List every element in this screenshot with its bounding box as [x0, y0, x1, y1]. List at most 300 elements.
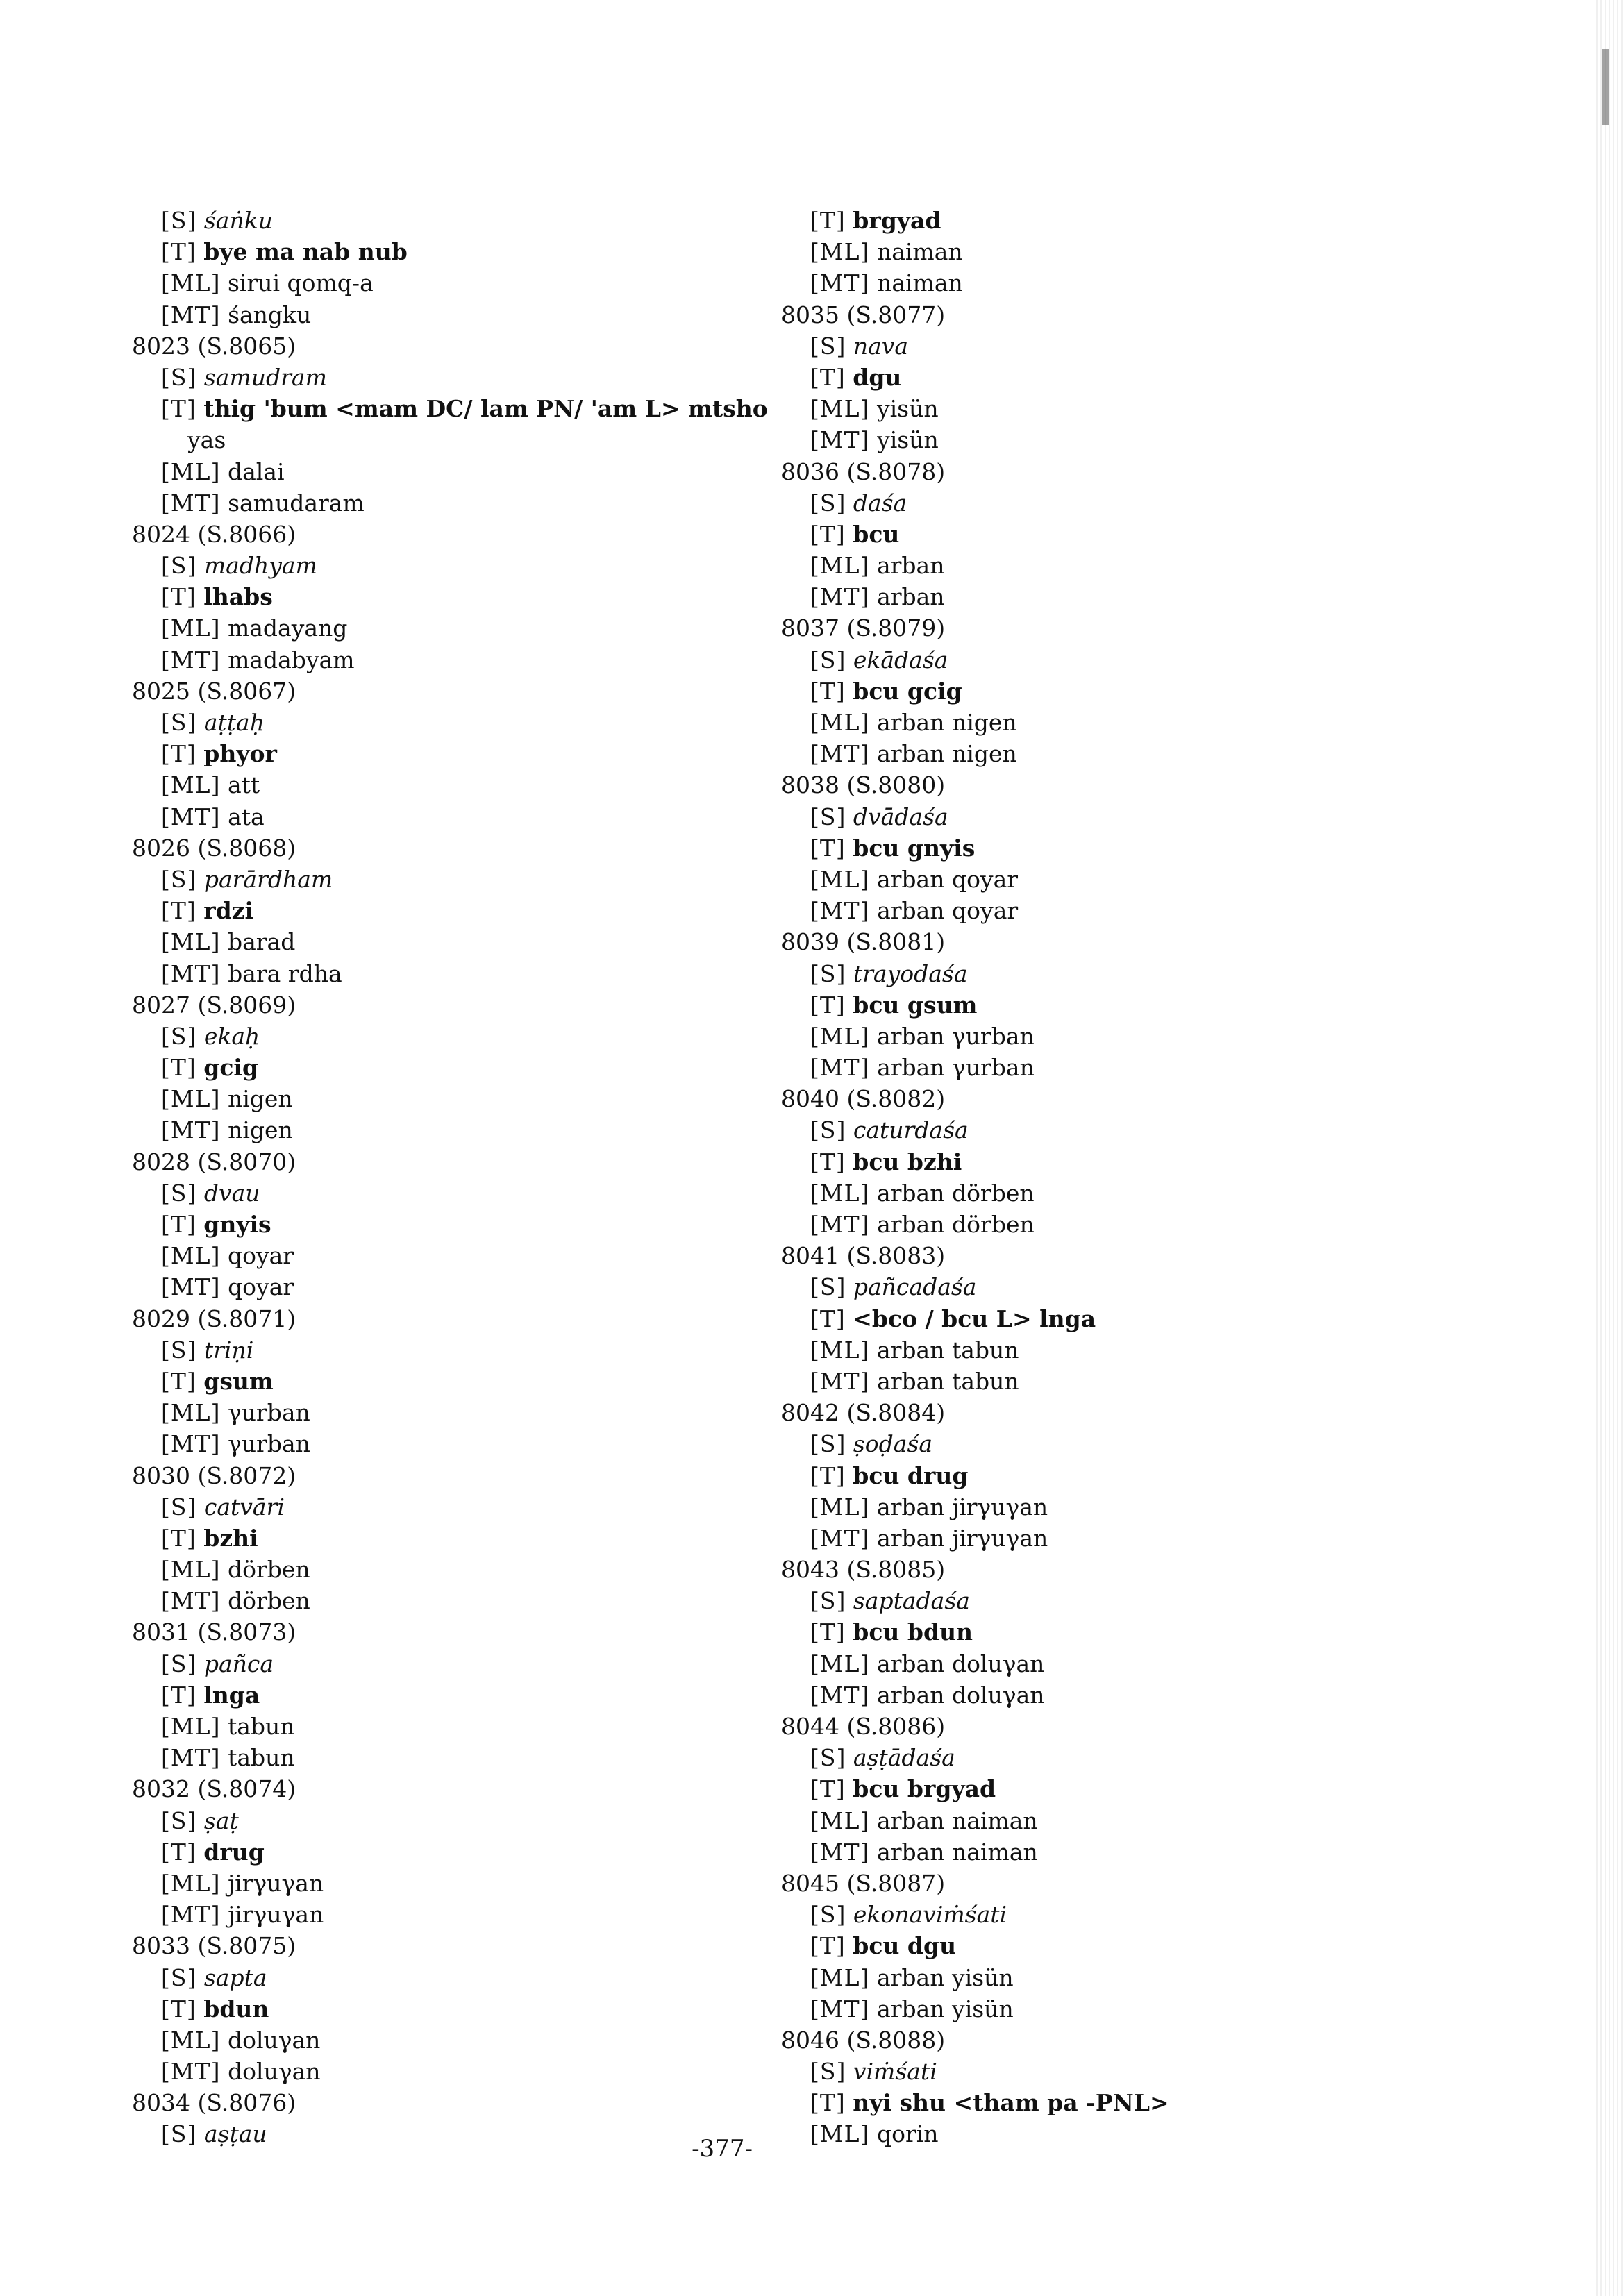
field-line — [132, 1523, 757, 1554]
field-line — [132, 581, 757, 612]
right-column — [781, 205, 1475, 2150]
field-line — [132, 612, 757, 644]
field-tag: [MT] — [161, 2058, 221, 2086]
field-tag: [S] — [161, 2120, 197, 2148]
field-line — [132, 707, 757, 738]
field-tag: [ML] — [161, 2026, 221, 2054]
left-column — [132, 205, 768, 2150]
field-value: parārdham — [203, 865, 333, 893]
field-tag: [S] — [161, 1807, 197, 1834]
field-tag: [T] — [161, 395, 196, 423]
field-value: sapta — [203, 1963, 267, 1991]
field-value: att — [227, 771, 260, 799]
field-line — [132, 895, 757, 926]
field-line — [132, 1021, 757, 1052]
field-line — [781, 519, 1475, 550]
field-value: śaṅku — [203, 207, 273, 234]
field-tag: [T] — [810, 520, 846, 548]
field-value: bcu gcig — [853, 677, 962, 705]
field-value: bcu bzhi — [853, 1148, 962, 1175]
field-tag: [T] — [810, 363, 846, 391]
field-line — [132, 1711, 757, 1742]
field-tag: [ML] — [810, 238, 870, 266]
entry-number: 8032 (S.8074) — [132, 1775, 296, 1803]
field-value: <bco / bcu L> lnga — [853, 1305, 1096, 1332]
field-tag: [S] — [810, 1116, 846, 1144]
field-tag: [S] — [810, 1430, 846, 1458]
field-value: arban nigen — [877, 740, 1017, 768]
field-value: arban dörben — [877, 1211, 1035, 1238]
field-line — [781, 393, 1475, 424]
field-tag: [T] — [810, 677, 846, 705]
field-value: tabun — [227, 1713, 295, 1740]
entry-number: 8025 (S.8067) — [132, 677, 296, 705]
field-value: aṣṭādaśa — [853, 1744, 955, 1772]
field-tag: [ML] — [810, 1336, 870, 1364]
entry-number: 8045 (S.8087) — [781, 1869, 946, 1897]
field-tag: [ML] — [161, 928, 221, 956]
field-value: arban — [877, 583, 945, 611]
field-tag: [MT] — [810, 740, 870, 768]
field-tag: [MT] — [810, 1211, 870, 1238]
entry-number: 8042 (S.8084) — [781, 1399, 946, 1427]
field-tag: [T] — [161, 1681, 196, 1709]
field-tag: [MT] — [161, 646, 221, 673]
field-line — [781, 1930, 1475, 1961]
scan-mark — [1602, 49, 1609, 125]
field-value: arban yisün — [876, 1963, 1014, 1991]
field-value: sirui qomq-a — [227, 269, 374, 297]
entry-number: 8037 (S.8079) — [781, 614, 946, 642]
field-tag: [MT] — [810, 583, 870, 611]
field-value: arban jirγuγan — [877, 1524, 1048, 1552]
field-tag: [MT] — [810, 1054, 870, 1082]
field-line — [781, 330, 1475, 362]
field-line — [781, 676, 1475, 707]
field-tag: [ML] — [161, 1869, 221, 1897]
field-value: naiman — [877, 269, 963, 297]
field-line — [132, 1334, 757, 1366]
field-continuation: yas — [187, 426, 226, 454]
field-tag: [S] — [810, 1744, 846, 1772]
field-value: nava — [853, 332, 909, 360]
field-line — [781, 581, 1475, 612]
field-value: arban doluγan — [876, 1650, 1045, 1677]
page-number: -377- — [692, 2135, 753, 2163]
field-tag: [S] — [810, 803, 846, 830]
field-line — [132, 1271, 757, 1302]
entry-number: 8027 (S.8069) — [132, 991, 296, 1019]
field-tag: [T] — [810, 1305, 846, 1332]
field-line — [132, 1083, 757, 1114]
field-tag: [T] — [810, 2089, 846, 2117]
field-tag: [T] — [810, 1775, 846, 1803]
field-tag: [T] — [810, 834, 846, 862]
field-value: ekonaviṁśati — [853, 1901, 1007, 1929]
field-line — [781, 1993, 1475, 2025]
field-line — [132, 1178, 757, 1209]
field-line — [132, 1240, 757, 1271]
field-tag: [S] — [810, 489, 846, 517]
field-line — [781, 989, 1475, 1021]
field-value: samudram — [203, 363, 327, 391]
field-tag: [MT] — [161, 1430, 221, 1458]
field-tag: [MT] — [161, 301, 221, 328]
field-tag: [T] — [161, 1211, 196, 1238]
field-value: nigen — [227, 1085, 293, 1113]
field-line — [781, 801, 1475, 832]
field-line — [132, 267, 757, 299]
field-value: bara rdha — [228, 960, 342, 987]
field-value: trayodaśa — [853, 960, 968, 987]
field-line — [781, 895, 1475, 926]
field-tag: [ML] — [161, 1399, 221, 1427]
field-tag: [T] — [161, 1838, 196, 1866]
field-value: samudaram — [228, 489, 365, 517]
field-tag: [T] — [161, 1524, 196, 1552]
field-line — [132, 1993, 757, 2025]
field-line — [781, 424, 1475, 455]
field-line — [132, 1397, 757, 1428]
entry-number: 8036 (S.8078) — [781, 458, 946, 485]
field-tag: [S] — [161, 363, 197, 391]
field-tag: [ML] — [161, 614, 221, 642]
field-value: bcu brgyad — [853, 1775, 996, 1803]
field-tag: [MT] — [810, 1681, 870, 1709]
field-tag: [ML] — [810, 1493, 870, 1520]
field-value: arban jirγuγan — [876, 1493, 1048, 1520]
field-value: arban qoyar — [876, 865, 1019, 893]
field-line — [132, 1209, 757, 1240]
field-tag: [S] — [161, 1022, 197, 1050]
field-value: bcu bdun — [853, 1618, 973, 1646]
field-line — [781, 1679, 1475, 1711]
field-line — [781, 1334, 1475, 1366]
field-value: bdun — [203, 1995, 269, 2022]
field-value: naiman — [876, 238, 963, 266]
field-value: bcu dgu — [853, 1932, 957, 1960]
field-tag: [ML] — [810, 2120, 870, 2148]
scan-edge — [1596, 0, 1624, 2296]
field-value: doluγan — [228, 2058, 321, 2086]
field-line — [132, 1428, 757, 1459]
field-tag: [MT] — [810, 897, 870, 925]
field-value: ṣaṭ — [203, 1807, 239, 1834]
field-value: thig 'bum <mam DC/ lam PN/ 'am L> mtsho — [203, 395, 768, 423]
field-line — [781, 864, 1475, 895]
field-tag: [ML] — [810, 709, 870, 736]
field-tag: [S] — [810, 2058, 846, 2086]
field-tag: [T] — [810, 1618, 846, 1646]
field-tag: [ML] — [810, 1963, 870, 1991]
field-value: śangku — [228, 301, 312, 328]
field-tag: [MT] — [161, 960, 221, 987]
field-line — [132, 1114, 757, 1146]
field-line — [132, 644, 757, 676]
field-tag: [S] — [161, 1179, 197, 1207]
field-line — [781, 1742, 1475, 1773]
field-line — [781, 1428, 1475, 1459]
field-line — [132, 1648, 757, 1679]
field-value: lhabs — [203, 583, 273, 611]
field-line — [781, 1805, 1475, 1836]
field-tag: [ML] — [161, 1085, 221, 1113]
field-line — [132, 1491, 757, 1523]
entry-number: 8041 (S.8083) — [781, 1242, 946, 1270]
field-line — [132, 1836, 757, 1868]
field-value: jirγuγan — [227, 1869, 324, 1897]
field-value: arban dörben — [876, 1179, 1035, 1207]
field-line — [132, 205, 757, 236]
field-value: ṣoḍaśa — [853, 1430, 933, 1458]
field-value: triṇi — [203, 1336, 254, 1364]
field-tag: [T] — [161, 1995, 196, 2022]
entry-number: 8040 (S.8082) — [781, 1085, 946, 1113]
field-value: arban yisün — [877, 1995, 1014, 2022]
field-tag: [S] — [161, 1963, 197, 1991]
field-line — [132, 1052, 757, 1083]
field-line — [132, 2025, 757, 2056]
field-value: lnga — [203, 1681, 260, 1709]
field-value: doluγan — [227, 2026, 321, 2054]
field-value: arban γurban — [876, 1022, 1035, 1050]
entry-number: 8028 (S.8070) — [132, 1148, 296, 1175]
field-value: arban doluγan — [877, 1681, 1045, 1709]
field-value: γurban — [227, 1399, 310, 1427]
field-tag: [S] — [810, 1273, 846, 1301]
field-tag: [T] — [810, 1148, 846, 1175]
entry-number: 8033 (S.8075) — [132, 1932, 296, 1960]
field-line — [781, 2087, 1475, 2118]
field-value: bzhi — [203, 1524, 258, 1552]
field-tag: [MT] — [810, 269, 870, 297]
field-value: dvau — [203, 1179, 260, 1207]
field-value: nigen — [228, 1116, 293, 1144]
field-line — [781, 707, 1475, 738]
entry-number: 8043 (S.8085) — [781, 1556, 946, 1584]
field-value: arban γurban — [877, 1054, 1035, 1082]
entry-number: 8039 (S.8081) — [781, 928, 946, 956]
field-line — [781, 236, 1475, 267]
field-tag: [T] — [161, 583, 196, 611]
field-value: brgyad — [853, 207, 941, 234]
field-tag: [T] — [161, 1054, 196, 1082]
field-value: barad — [227, 928, 296, 956]
field-tag: [MT] — [161, 803, 221, 830]
field-tag: [S] — [810, 1901, 846, 1929]
field-line — [132, 550, 757, 581]
field-tag: [T] — [161, 897, 196, 925]
field-tag: [S] — [810, 960, 846, 987]
field-tag: [ML] — [161, 1242, 221, 1270]
field-line — [781, 1648, 1475, 1679]
field-value: gnyis — [203, 1211, 271, 1238]
field-tag: [S] — [810, 646, 846, 673]
field-line — [781, 1271, 1475, 1302]
field-tag: [T] — [161, 740, 196, 768]
field-line — [132, 2056, 757, 2087]
field-line — [781, 205, 1475, 236]
field-tag: [S] — [161, 1493, 197, 1520]
field-value: dvādaśa — [853, 803, 948, 830]
field-tag: [S] — [161, 207, 197, 234]
field-value: gsum — [203, 1367, 274, 1395]
entry-number: 8030 (S.8072) — [132, 1461, 296, 1489]
field-value: bye ma nab nub — [203, 238, 408, 266]
entry-number: 8023 (S.8065) — [132, 332, 296, 360]
field-tag: [MT] — [161, 489, 221, 517]
field-line — [781, 738, 1475, 769]
field-value: dalai — [227, 458, 285, 485]
field-value: qorin — [876, 2120, 939, 2148]
field-line — [781, 958, 1475, 989]
field-tag: [MT] — [810, 1995, 870, 2022]
entry-number: 8029 (S.8071) — [132, 1305, 296, 1332]
field-value: madabyam — [228, 646, 355, 673]
field-line — [132, 738, 757, 769]
field-tag: [ML] — [810, 1179, 870, 1207]
field-value: bcu drug — [853, 1461, 969, 1489]
field-line — [781, 1523, 1475, 1554]
field-line — [781, 550, 1475, 581]
field-value: γurban — [228, 1430, 310, 1458]
field-tag: [MT] — [161, 1273, 221, 1301]
field-value: aṣṭau — [203, 2120, 267, 2148]
field-value: arban naiman — [876, 1807, 1038, 1834]
field-line — [781, 2056, 1475, 2087]
field-value: pañcadaśa — [853, 1273, 977, 1301]
field-value: bcu — [853, 520, 900, 548]
field-line — [132, 1868, 757, 1899]
field-value: madhyam — [203, 552, 317, 580]
field-tag: [MT] — [810, 1367, 870, 1395]
field-line — [781, 1146, 1475, 1178]
field-tag: [S] — [161, 709, 197, 736]
field-tag: [ML] — [161, 458, 221, 485]
field-value: rdzi — [203, 897, 254, 925]
field-value: arban — [876, 552, 945, 580]
field-tag: [MT] — [161, 1901, 221, 1929]
field-value: yisün — [877, 426, 939, 454]
field-line — [132, 1554, 757, 1585]
entry-number: 8044 (S.8086) — [781, 1713, 946, 1740]
field-line — [781, 1209, 1475, 1240]
field-line — [132, 393, 768, 424]
field-line — [132, 236, 757, 267]
field-tag: [S] — [161, 865, 197, 893]
field-line — [781, 267, 1475, 299]
field-value: dgu — [853, 363, 902, 391]
field-line — [781, 1021, 1475, 1052]
field-value: ata — [228, 803, 265, 830]
field-value: jirγuγan — [228, 1901, 324, 1929]
field-tag: [ML] — [810, 1807, 870, 1834]
field-line — [132, 299, 757, 330]
field-value: drug — [203, 1838, 265, 1866]
field-line — [781, 832, 1475, 864]
field-value: yisün — [876, 395, 939, 423]
field-value: bcu gsum — [853, 991, 978, 1019]
field-value: arban nigen — [876, 709, 1017, 736]
field-tag: [ML] — [161, 1556, 221, 1584]
field-line — [132, 801, 757, 832]
field-tag: [T] — [161, 1367, 196, 1395]
field-value: dörben — [227, 1556, 310, 1584]
field-tag: [ML] — [810, 552, 870, 580]
field-line — [781, 1052, 1475, 1083]
field-line — [132, 1585, 757, 1616]
field-line — [132, 1899, 757, 1930]
field-value: viṁśati — [853, 2058, 937, 2086]
field-value: arban tabun — [876, 1336, 1019, 1364]
field-tag: [T] — [810, 1461, 846, 1489]
field-line — [132, 1679, 757, 1711]
field-value: ekādaśa — [853, 646, 948, 673]
field-line — [781, 1962, 1475, 1993]
field-line — [781, 644, 1475, 676]
field-value: dörben — [228, 1587, 310, 1615]
field-value: tabun — [228, 1744, 295, 1772]
field-line — [132, 958, 757, 989]
field-line — [132, 456, 757, 487]
field-tag: [S] — [161, 1650, 197, 1677]
field-tag: [ML] — [810, 395, 870, 423]
field-value: saptadaśa — [853, 1587, 970, 1615]
entry-number: 8024 (S.8066) — [132, 520, 296, 548]
field-tag: [S] — [161, 1336, 197, 1364]
field-line — [781, 1460, 1475, 1491]
field-tag: [ML] — [161, 269, 221, 297]
field-tag: [ML] — [161, 771, 221, 799]
field-tag: [ML] — [810, 1650, 870, 1677]
field-value: phyor — [203, 740, 277, 768]
field-value: caturdaśa — [853, 1116, 969, 1144]
field-tag: [S] — [810, 1587, 846, 1615]
field-value: bcu gnyis — [853, 834, 976, 862]
field-value: ekaḥ — [203, 1022, 260, 1050]
field-tag: [MT] — [161, 1744, 221, 1772]
field-line — [781, 362, 1475, 393]
field-tag: [T] — [161, 238, 196, 266]
field-line — [132, 1366, 757, 1397]
field-value: pañca — [203, 1650, 274, 1677]
field-line — [781, 1114, 1475, 1146]
entry-number: 8046 (S.8088) — [781, 2026, 946, 2054]
field-tag: [T] — [810, 1932, 846, 1960]
field-value: qoyar — [227, 1242, 294, 1270]
field-tag: [S] — [810, 332, 846, 360]
field-tag: [MT] — [810, 426, 870, 454]
field-line — [781, 1585, 1475, 1616]
field-tag: [ML] — [810, 865, 870, 893]
field-line — [781, 1178, 1475, 1209]
field-value: daśa — [853, 489, 907, 517]
entry-number: 8026 (S.8068) — [132, 834, 296, 862]
field-line — [781, 1303, 1475, 1334]
field-tag: [T] — [810, 207, 846, 234]
field-value: arban qoyar — [877, 897, 1019, 925]
field-line — [132, 864, 757, 895]
field-tag: [MT] — [810, 1524, 870, 1552]
field-value: nyi shu <tham pa -PNL> — [853, 2089, 1169, 2117]
field-tag: [MT] — [810, 1838, 870, 1866]
field-value: qoyar — [228, 1273, 294, 1301]
field-line — [781, 1616, 1475, 1648]
field-line — [132, 926, 757, 957]
entry-number: 8035 (S.8077) — [781, 301, 946, 328]
field-value: catvāri — [203, 1493, 285, 1520]
field-line — [781, 1491, 1475, 1523]
